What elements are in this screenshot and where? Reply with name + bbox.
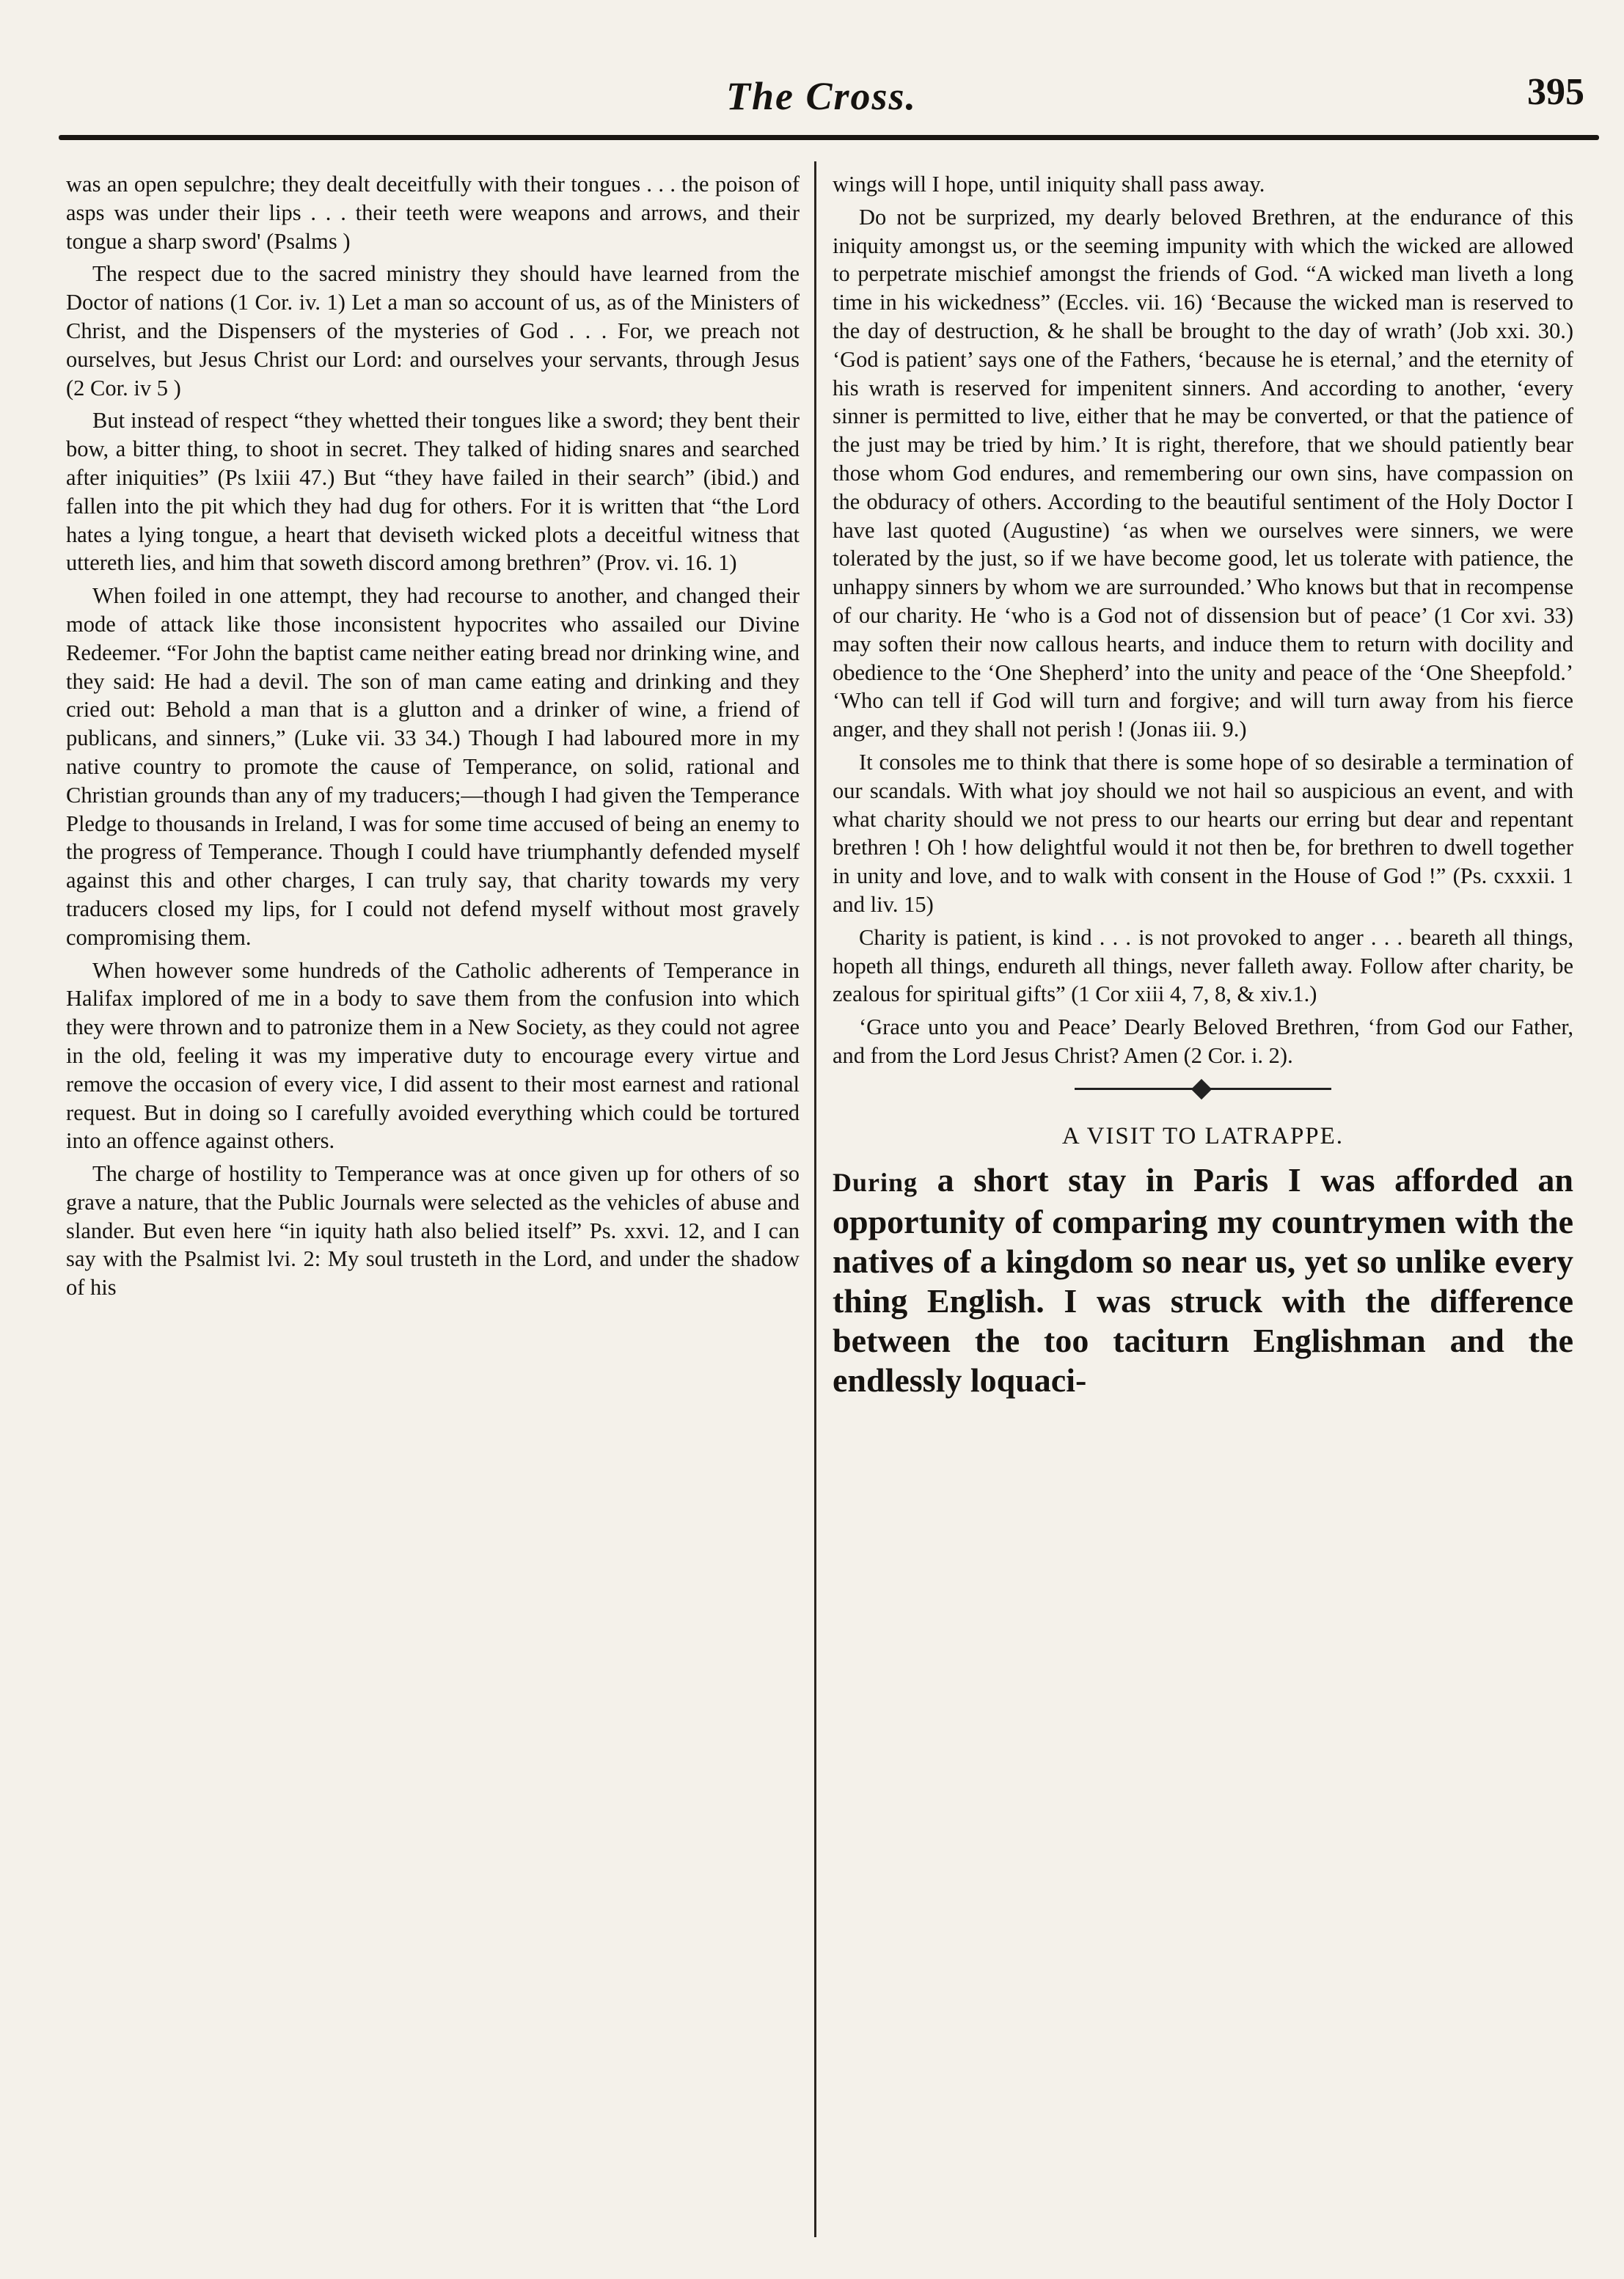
- paragraph: Charity is patient, is kind . . . is not provoked to anger . . . beareth all things, hopeth all things, endureth all things, never falleth away. Follow after charity, be zealous for spiritual gifts” (1 Cor xiii 4, 7, 8, & xiv.1.): [833, 924, 1573, 1007]
- article-body: [833, 1160, 1573, 1400]
- ornament-diamond: [1191, 1079, 1212, 1100]
- paragraph: It consoles me to think that there is some hope of so desirable a termination of our scandals. With what joy should we not hail so auspicious an event, and with what charity should we not press to our hearts our erring but dear and repentant brethren ! Oh ! how delightful would it not then be, for brethren to dwell together in unity and love, and to walk with consent in the House of God !” (Ps. cxxxii. 1 and liv. 15): [833, 749, 1573, 917]
- page-number: 395: [1527, 71, 1584, 113]
- right-column: [833, 170, 1573, 1400]
- paragraph: But instead of respect “they whetted their tongues like a sword; they bent their bow, a bitter thing, to shoot in secret. They talked of hiding snares and searched after iniquities” (Ps lxiii 47.) But “they have failed in their search” (ibid.) and fallen into the pit which they had dug for others. For it is written that “the Lord hates a lying tongue, a heart that deviseth wicked plots a deceitful witness that uttereth lies, and him that soweth discord among brethren” (Prov. vi. 16. 1): [66, 408, 800, 576]
- article-text: a short stay in Paris I was afforded an opportunity of comparing my countrymen with the natives of a kingdom so near us, yet so unlike every thing English. I was struck with the difference between the too taciturn Englishman and the endlessly loquaci-: [833, 1160, 1573, 1399]
- header-rule: [59, 135, 1599, 140]
- paragraph: wings will I hope, until iniquity shall pass away.: [833, 172, 1265, 197]
- paragraph: Do not be surprized, my dearly beloved Brethren, at the endurance of this iniquity amongst us, or the seeming impunity with which the wicked are allowed to perpetrate mischief amongst the friends of God. “A wicked man liveth a long time in his wickedness” (Eccles. vii. 16) ‘Because the wicked man is reserved to the day of destruction, & he shall be brought to the day of wrath’ (Job xxi. 30.) ‘God is patient’ says one of the Fathers, ‘because he is eternal,’ and the eternity of his wrath is reserved for impenitent sinners. And according to another, ‘every sinner is permitted to live, either that he may be converted, or that the patience of the just may be tried by him.’ It is right, therefore, that we should patiently bear those whom God endures, and remembering our own sins, have compassion on the obduracy of others. According to the beautiful sentiment of the Holy Doctor I have last quoted (Augustine) ‘as when we ourselves were sinners, we were tolerated by the just, so if we have become good, let us tolerate with patience, the unhappy sinners by whom we are surrounded.’ Who knows but that in recompense of our charity. He ‘who is a God not of dissension but of peace’ (1 Cor xvi. 33) may soften their now callous hearts, and induce them to return with docility and obedience to the ‘One Shepherd’ into the unity and peace of the ‘One Sheepfold.’ ‘Who can tell if God will turn and forgive; and will turn away from his fierce anger, and they shall not perish ! (Jonas iii. 9.): [833, 204, 1573, 742]
- article-title: A VISIT TO LATRAPPE.: [1061, 1122, 1345, 1149]
- paragraph: When however some hundreds of the Catholic adherents of Temperance in Halifax implored of me in a body to save them from the confusion into which they were thrown and to patronize them in a New Society, as they could not agree in the old, feeling it was my imperative duty to encourage every virtue and remove the occasion of every vice, I did assent to their most earnest and rational request. But in doing so I carefully avoided everything which could be tortured into an offence against others.: [66, 957, 800, 1154]
- paragraph: ‘Grace unto you and Peace’ Dearly Beloved Brethren, ‘from God our Father, and from the Lord Jesus Christ? Amen (2 Cor. i. 2).: [833, 1014, 1573, 1068]
- paragraph: The respect due to the sacred ministry they should have learned from the Doctor of nations (1 Cor. iv. 1) Let a man so account of us, as of the Ministers of Christ, and the Dispensers of the mysteries of God . . . For, we preach not ourselves, but Jesus Christ our Lord: and ourselves your servants, through Jesus (2 Cor. iv 5 ): [66, 261, 800, 400]
- article-dropcap: During: [833, 1167, 918, 1197]
- page-header: [44, 66, 1599, 132]
- section-ornament: [833, 1080, 1573, 1098]
- paragraph: The charge of hostility to Temperance was at once given up for others of so grave a nature, that the Public Journals were selected as the vehicles of abuse and slander. But even here “in iquity hath also belied itself” Ps. xxvi. 12, and I can say with the Psalmist lvi. 2: My soul trusteth in the Lord, and under the shadow of his: [66, 1161, 800, 1301]
- paragraph: was an open sepulchre; they dealt deceitfully with their tongues . . . the poison of asps was under their lips . . . their teeth were weapons and arrows, and their tongue a sharp sword' (Psalms ): [66, 172, 800, 254]
- running-title: The Cross.: [725, 74, 918, 118]
- paragraph: When foiled in one attempt, they had recourse to another, and changed their mode of attack like those inconsistent hypocrites who assailed our Divine Redeemer. “For John the baptist came neither eating bread nor drinking wine, and they said: He had a devil. The son of man came eating and drinking and they cried out: Behold a man that is a glutton and a drinker of wine, a friend of publicans, and sinners,” (Luke vii. 33 34.) Though I had laboured more in my native country to promote the cause of Temperance, on solid, rational and Christian grounds than any of my traducers;—though I had given the Temperance Pledge to thousands in Ireland, I was for some time accused of being an enemy to the progress of Temperance. Though I could have triumphantly defended myself against this and other charges, I can truly say, that charity towards my very traducers closed my lips, for I could not defend myself without most gravely compromising them.: [66, 583, 800, 950]
- left-column: [66, 170, 800, 1302]
- column-divider: [814, 161, 816, 2237]
